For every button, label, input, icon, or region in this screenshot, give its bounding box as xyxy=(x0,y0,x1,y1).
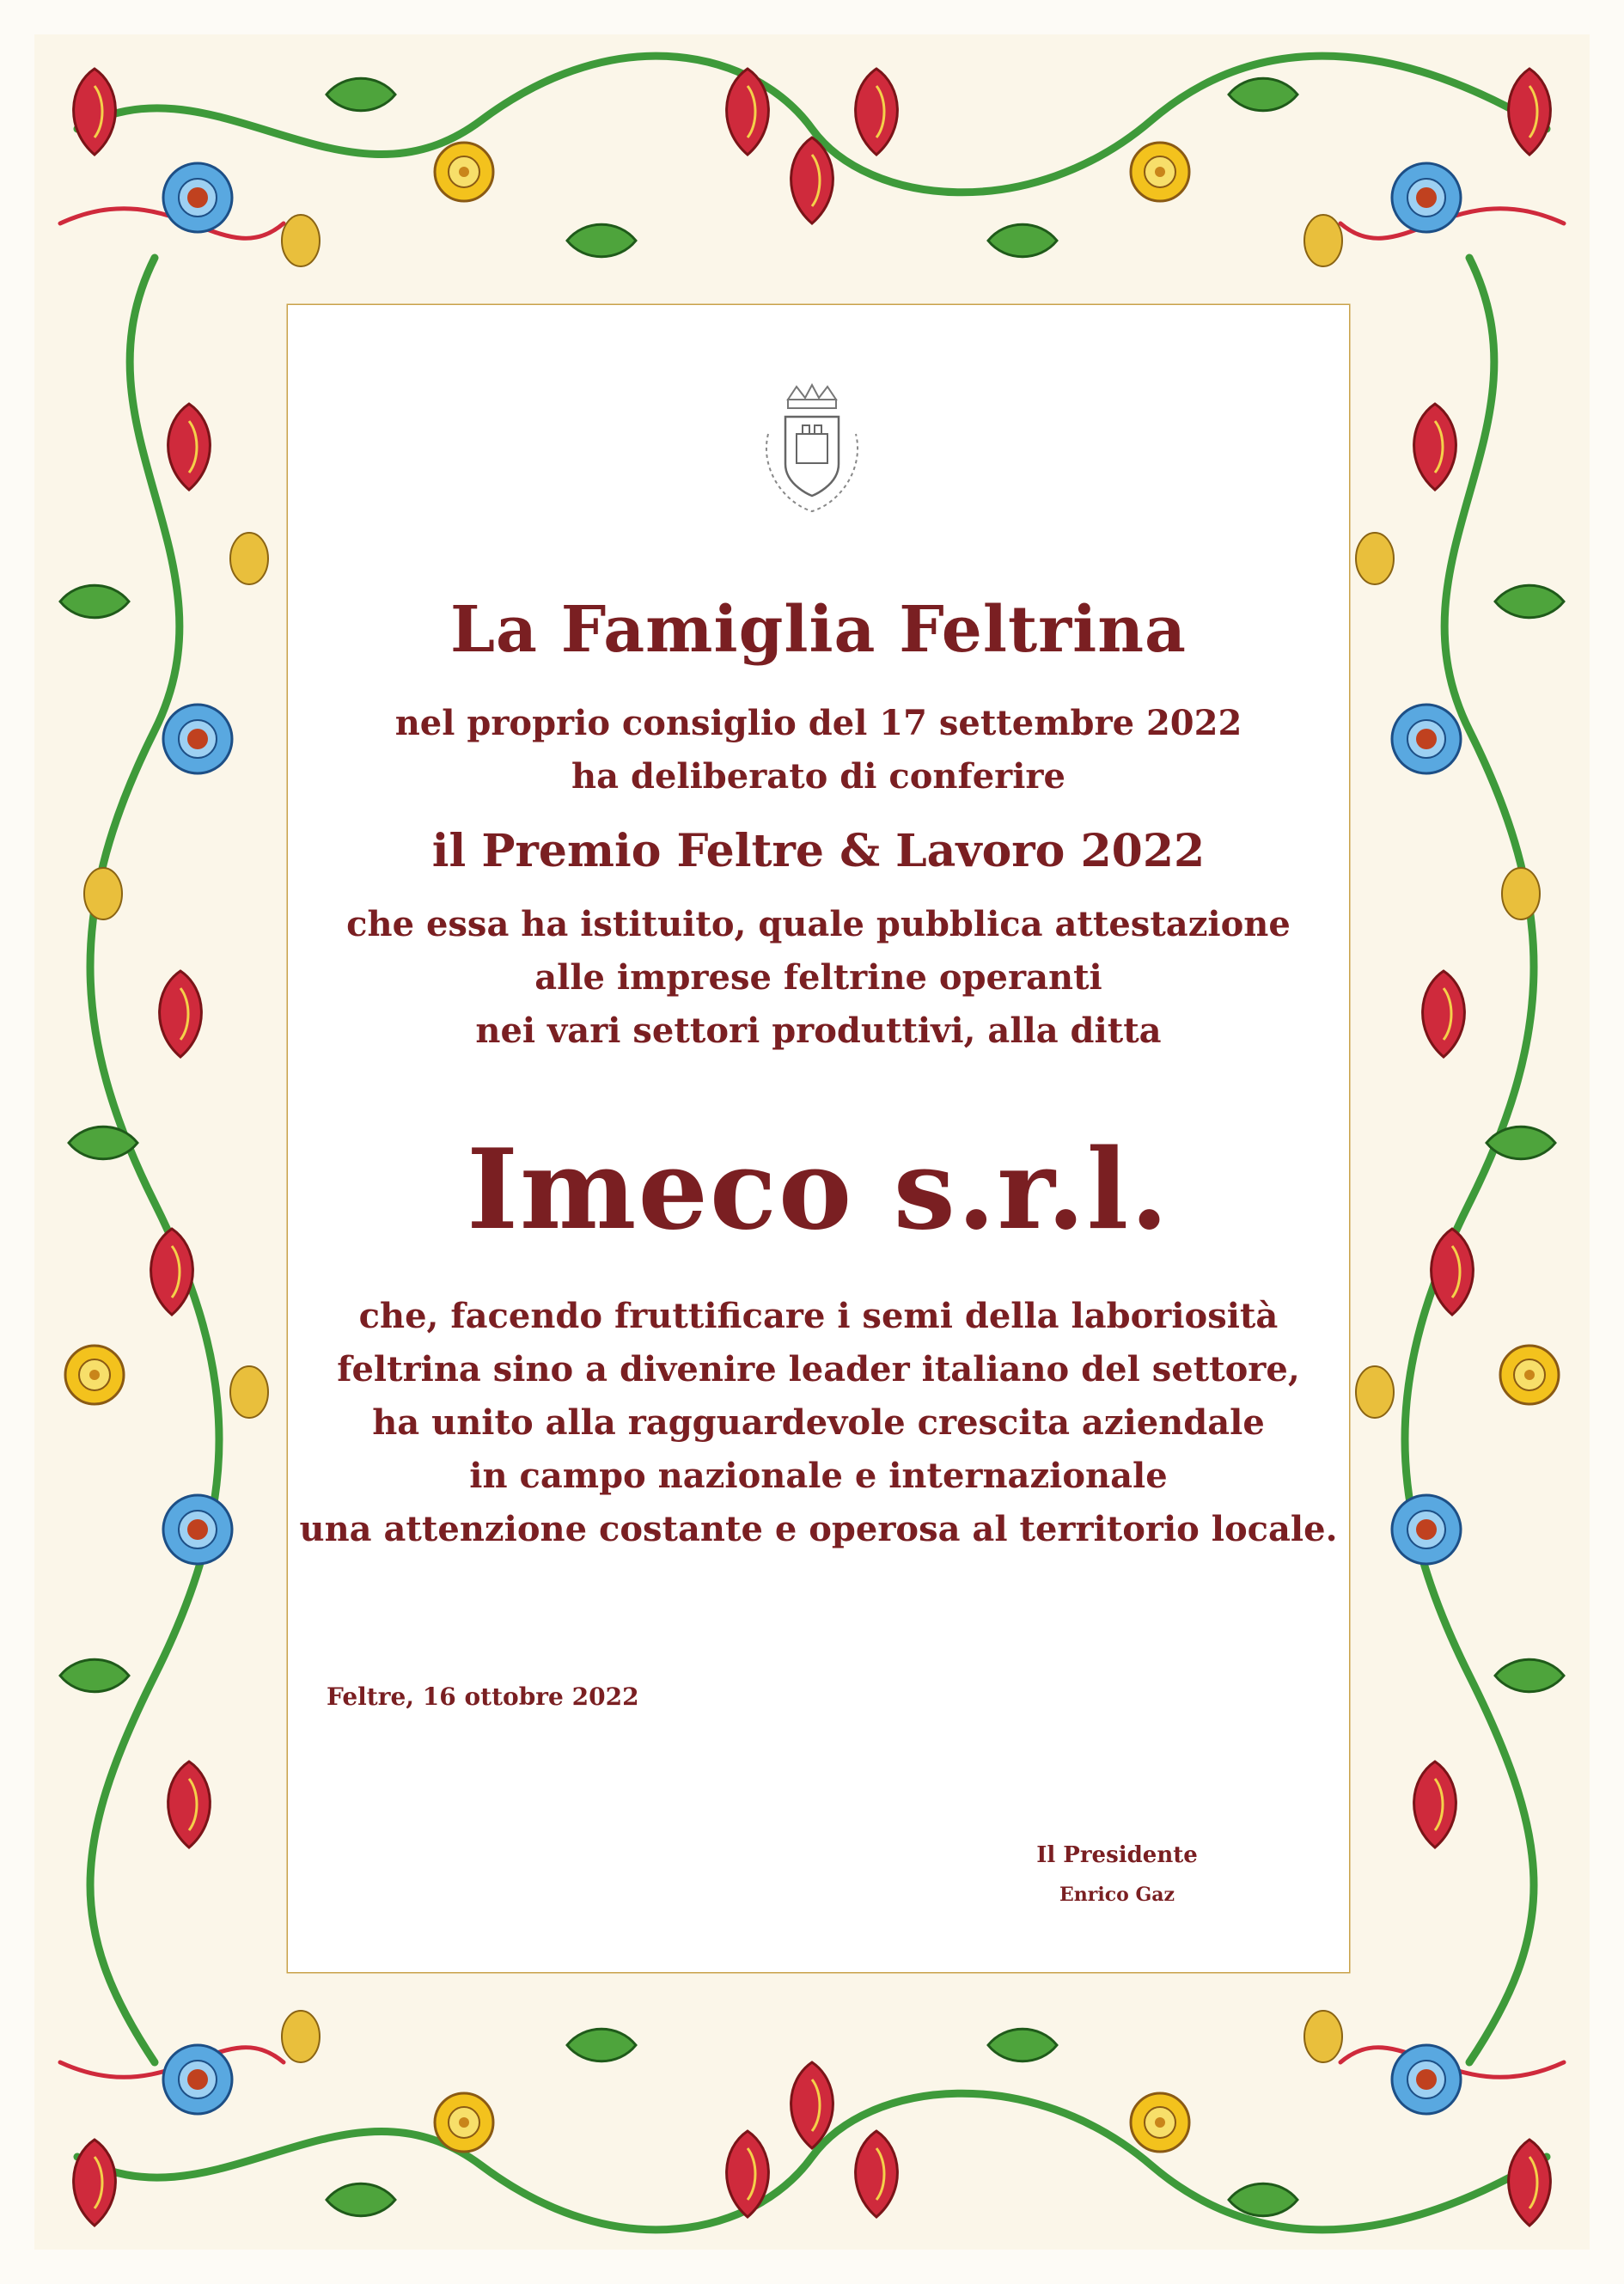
description-line-3: nei vari settori produttivi, alla ditta xyxy=(475,1011,1162,1051)
signatory-role: Il Presidente xyxy=(1036,1842,1198,1868)
municipal-crest-icon xyxy=(758,382,866,520)
motivation-line-2: feltrina sino a divenire leader italiano del settore, xyxy=(337,1349,1300,1389)
description-line-2: alle imprese feltrine operanti xyxy=(534,957,1102,998)
motivation-line-5: una attenzione costante e operosa al territorio locale. xyxy=(299,1509,1338,1549)
description-line-1: che essa ha istituito, quale pubblica attestazione xyxy=(346,904,1291,944)
place-date: Feltre, 16 ottobre 2022 xyxy=(327,1682,639,1711)
recipient-company: Imeco s.r.l. xyxy=(467,1126,1170,1255)
intro-line-1: nel proprio consiglio del 17 settembre 2022 xyxy=(394,703,1242,743)
signatory-name: Enrico Gaz xyxy=(1059,1884,1175,1906)
intro-line-2: ha deliberato di conferire xyxy=(571,756,1065,797)
motivation-line-4: in campo nazionale e internazionale xyxy=(469,1456,1168,1496)
prize-name: il Premio Feltre & Lavoro 2022 xyxy=(431,825,1206,877)
motivation-line-3: ha unito alla ragguardevole crescita aziendale xyxy=(372,1402,1265,1443)
certificate-title: La Famiglia Feltrina xyxy=(450,593,1187,667)
motivation-line-1: che, facendo fruttificare i semi della laboriosità xyxy=(358,1296,1279,1336)
